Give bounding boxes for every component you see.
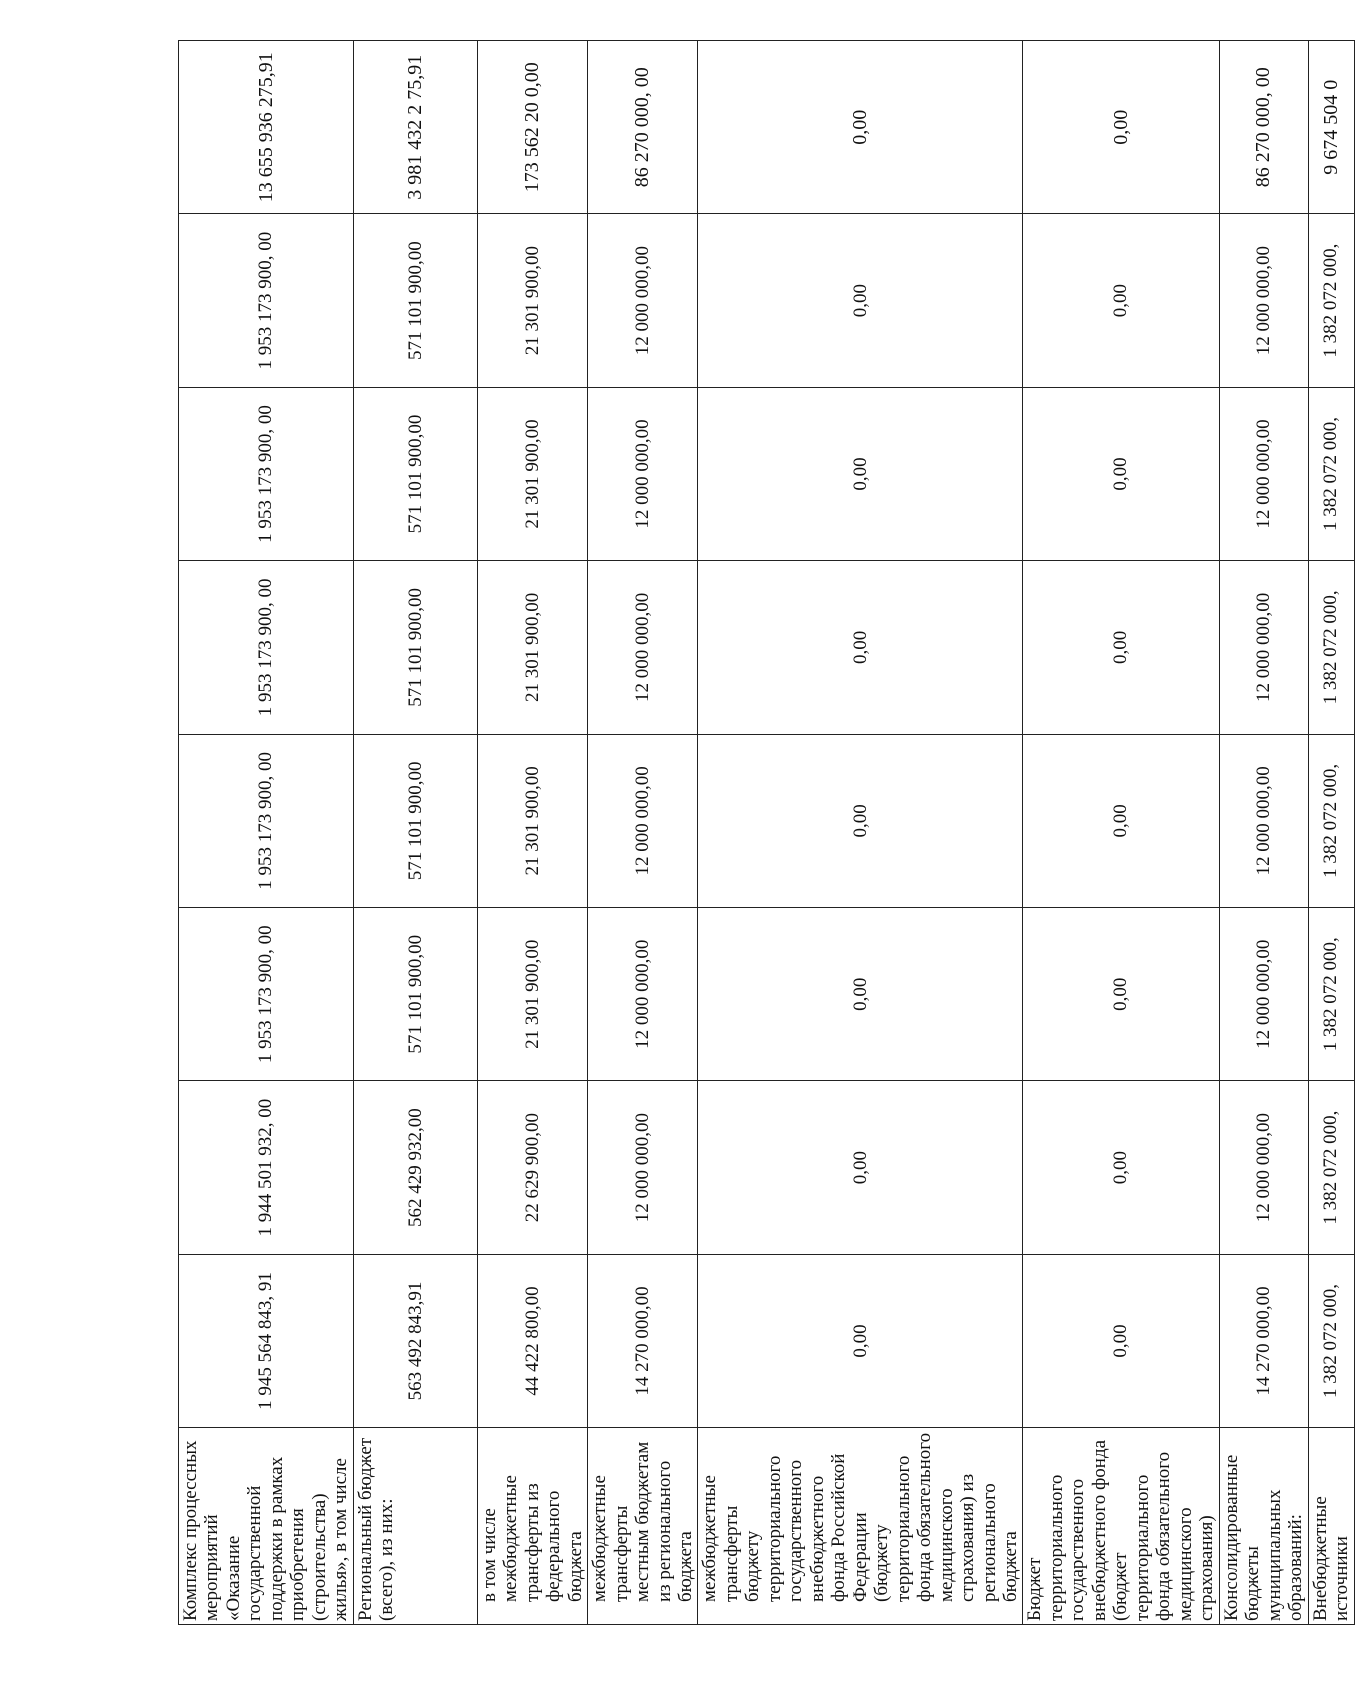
value-cell: 1 953 173 900, 00 <box>179 214 354 387</box>
value-cell: 44 422 800,00 <box>477 1254 587 1427</box>
row-label: Региональный бюджет (всего), из них: <box>353 1428 477 1625</box>
value-cell: 571 101 900,00 <box>353 561 477 734</box>
value-cell: 563 492 843,91 <box>353 1254 477 1427</box>
total-cell: 0,00 <box>698 41 1023 214</box>
total-cell: 86 270 000, 00 <box>1219 41 1308 214</box>
value-cell: 571 101 900,00 <box>353 908 477 1081</box>
value-cell: 12 000 000,00 <box>588 387 698 560</box>
value-cell: 0,00 <box>1023 908 1219 1081</box>
value-cell: 0,00 <box>1023 1081 1219 1254</box>
value-cell: 562 429 932,00 <box>353 1081 477 1254</box>
total-cell: 86 270 000, 00 <box>588 41 698 214</box>
value-cell: 21 301 900,00 <box>477 387 587 560</box>
value-cell: 0,00 <box>698 734 1023 907</box>
value-cell: 12 000 000,00 <box>1219 214 1308 387</box>
value-cell: 0,00 <box>1023 1254 1219 1427</box>
value-cell: 21 301 900,00 <box>477 561 587 734</box>
value-cell: 1 382 072 000, <box>1308 561 1354 734</box>
value-cell: 1 382 072 000, <box>1308 1254 1354 1427</box>
row-label: в том числе межбюджетные трансферты из федерального бюджета <box>477 1428 587 1625</box>
value-cell: 12 000 000,00 <box>1219 734 1308 907</box>
value-cell: 0,00 <box>698 561 1023 734</box>
value-cell: 0,00 <box>1023 214 1219 387</box>
value-cell: 0,00 <box>1023 387 1219 560</box>
value-cell: 1 382 072 000, <box>1308 214 1354 387</box>
value-cell: 21 301 900,00 <box>477 734 587 907</box>
table-row <box>1308 41 1354 1625</box>
value-cell: 0,00 <box>698 1081 1023 1254</box>
value-cell: 12 000 000,00 <box>1219 387 1308 560</box>
value-cell: 12 000 000,00 <box>1219 1081 1308 1254</box>
value-cell: 0,00 <box>1023 734 1219 907</box>
value-cell: 1 382 072 000, <box>1308 1081 1354 1254</box>
value-cell: 1 382 072 000, <box>1308 387 1354 560</box>
value-cell: 12 000 000,00 <box>588 734 698 907</box>
value-cell: 1 382 072 000, <box>1308 908 1354 1081</box>
table-row <box>698 41 1023 1625</box>
value-cell: 1 953 173 900, 00 <box>179 561 354 734</box>
table-row <box>588 41 698 1625</box>
value-cell: 1 953 173 900, 00 <box>179 734 354 907</box>
total-cell: 13 655 936 275,91 <box>179 41 354 214</box>
rotated-page <box>178 40 1353 1625</box>
value-cell: 21 301 900,00 <box>477 214 587 387</box>
value-cell: 1 382 072 000, <box>1308 734 1354 907</box>
row-label: Внебюджетные источники <box>1308 1428 1354 1625</box>
value-cell: 12 000 000,00 <box>1219 908 1308 1081</box>
value-cell: 12 000 000,00 <box>588 908 698 1081</box>
value-cell: 1 953 173 900, 00 <box>179 387 354 560</box>
value-cell: 14 270 000,00 <box>588 1254 698 1427</box>
value-cell: 12 000 000,00 <box>588 214 698 387</box>
value-cell: 571 101 900,00 <box>353 387 477 560</box>
value-cell: 12 000 000,00 <box>1219 561 1308 734</box>
value-cell: 1 953 173 900, 00 <box>179 908 354 1081</box>
total-cell: 0,00 <box>1023 41 1219 214</box>
table-row <box>477 41 587 1625</box>
value-cell: 21 301 900,00 <box>477 908 587 1081</box>
value-cell: 14 270 000,00 <box>1219 1254 1308 1427</box>
row-label: Комплекс процессных мероприятий «Оказание государственной поддержки в рамках приобретения (строительства) жилья», в том числе <box>179 1428 354 1625</box>
value-cell: 571 101 900,00 <box>353 214 477 387</box>
row-label: Бюджет территориального государственного внебюджетного фонда (бюджет территориального фонда обязательного медицинского страхования) <box>1023 1428 1219 1625</box>
row-label: межбюджетные трансферты местным бюджетам из регионального бюджета <box>588 1428 698 1625</box>
total-cell: 9 674 504 0 <box>1308 41 1354 214</box>
value-cell: 12 000 000,00 <box>588 1081 698 1254</box>
total-cell: 173 562 20 0,00 <box>477 41 587 214</box>
value-cell: 0,00 <box>698 214 1023 387</box>
value-cell: 1 945 564 843, 91 <box>179 1254 354 1427</box>
total-cell: 3 981 432 2 75,91 <box>353 41 477 214</box>
table-row <box>179 41 354 1625</box>
value-cell: 22 629 900,00 <box>477 1081 587 1254</box>
table-row <box>1023 41 1219 1625</box>
value-cell: 0,00 <box>1023 561 1219 734</box>
value-cell: 0,00 <box>698 908 1023 1081</box>
row-label: межбюджетные трансферты бюджету территориального государственного внебюджетного фонда Российской Федерации (бюджету территориального фонда обязательного медицинского страхования) из регионального бюджета <box>698 1428 1023 1625</box>
value-cell: 0,00 <box>698 387 1023 560</box>
value-cell: 12 000 000,00 <box>588 561 698 734</box>
table-body <box>179 41 1355 1625</box>
table-row <box>1219 41 1308 1625</box>
table-row <box>353 41 477 1625</box>
value-cell: 571 101 900,00 <box>353 734 477 907</box>
row-label: Консолидированные бюджеты муниципальных образований: <box>1219 1428 1308 1625</box>
value-cell: 1 944 501 932, 00 <box>179 1081 354 1254</box>
value-cell: 0,00 <box>698 1254 1023 1427</box>
budget-table <box>178 40 1355 1625</box>
